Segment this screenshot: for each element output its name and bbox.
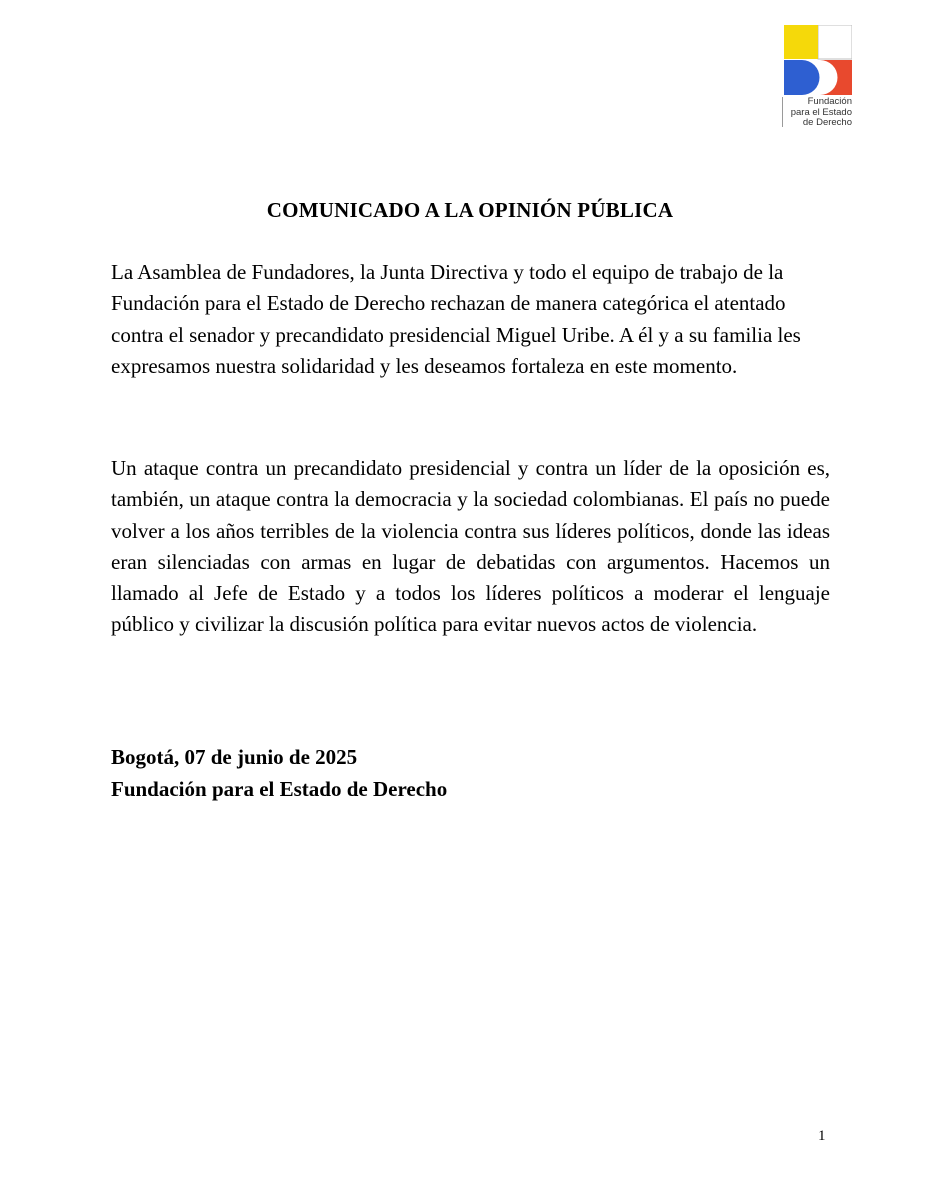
document-title: COMUNICADO A LA OPINIÓN PÚBLICA [266, 198, 674, 222]
logo-text-line: Fundación [807, 96, 852, 107]
foundation-logo-mark [784, 25, 852, 95]
logo-gray-square [818, 25, 852, 59]
logo-yellow-block [784, 25, 818, 59]
page-number: 1 [818, 1128, 826, 1144]
foundation-logo [780, 25, 852, 135]
body-paragraph-2: Un ataque contra un precandidato presidencial y contra un líder de la oposición es, también, un ataque contra la democracia y la sociedad colombianas. El país no puede volver a los años terribles de la violencia contra sus líderes políticos, donde las ideas eran silenciadas con armas en lugar de debatidas con argumentos. Hacemos un llamado al Jefe de Estado y a todos los líderes políticos a moderar el lenguaje público y civilizar la discusión política para evitar nuevos actos de violencia. [111, 456, 830, 637]
signature-date: Bogotá, 07 de junio de 2025 [111, 745, 358, 769]
signature-organization: Fundación para el Estado de Derecho [111, 777, 448, 801]
logo-blue-half-circle [784, 60, 820, 95]
body-paragraph-1: La Asamblea de Fundadores, la Junta Directiva y todo el equipo de trabajo de la Fundación para el Estado de Derecho rechazan de manera categórica el atentado contra el senador y precandidato presidencial Miguel Uribe. A él y a su familia les expresamos nuestra solidaridad y les deseamos fortaleza en este momento. [111, 260, 801, 378]
logo-text-line: de Derecho [802, 117, 852, 128]
logo-wordmark [780, 97, 852, 129]
logo-text-line: para el Estado [790, 106, 852, 118]
logo-red-block [820, 60, 852, 95]
